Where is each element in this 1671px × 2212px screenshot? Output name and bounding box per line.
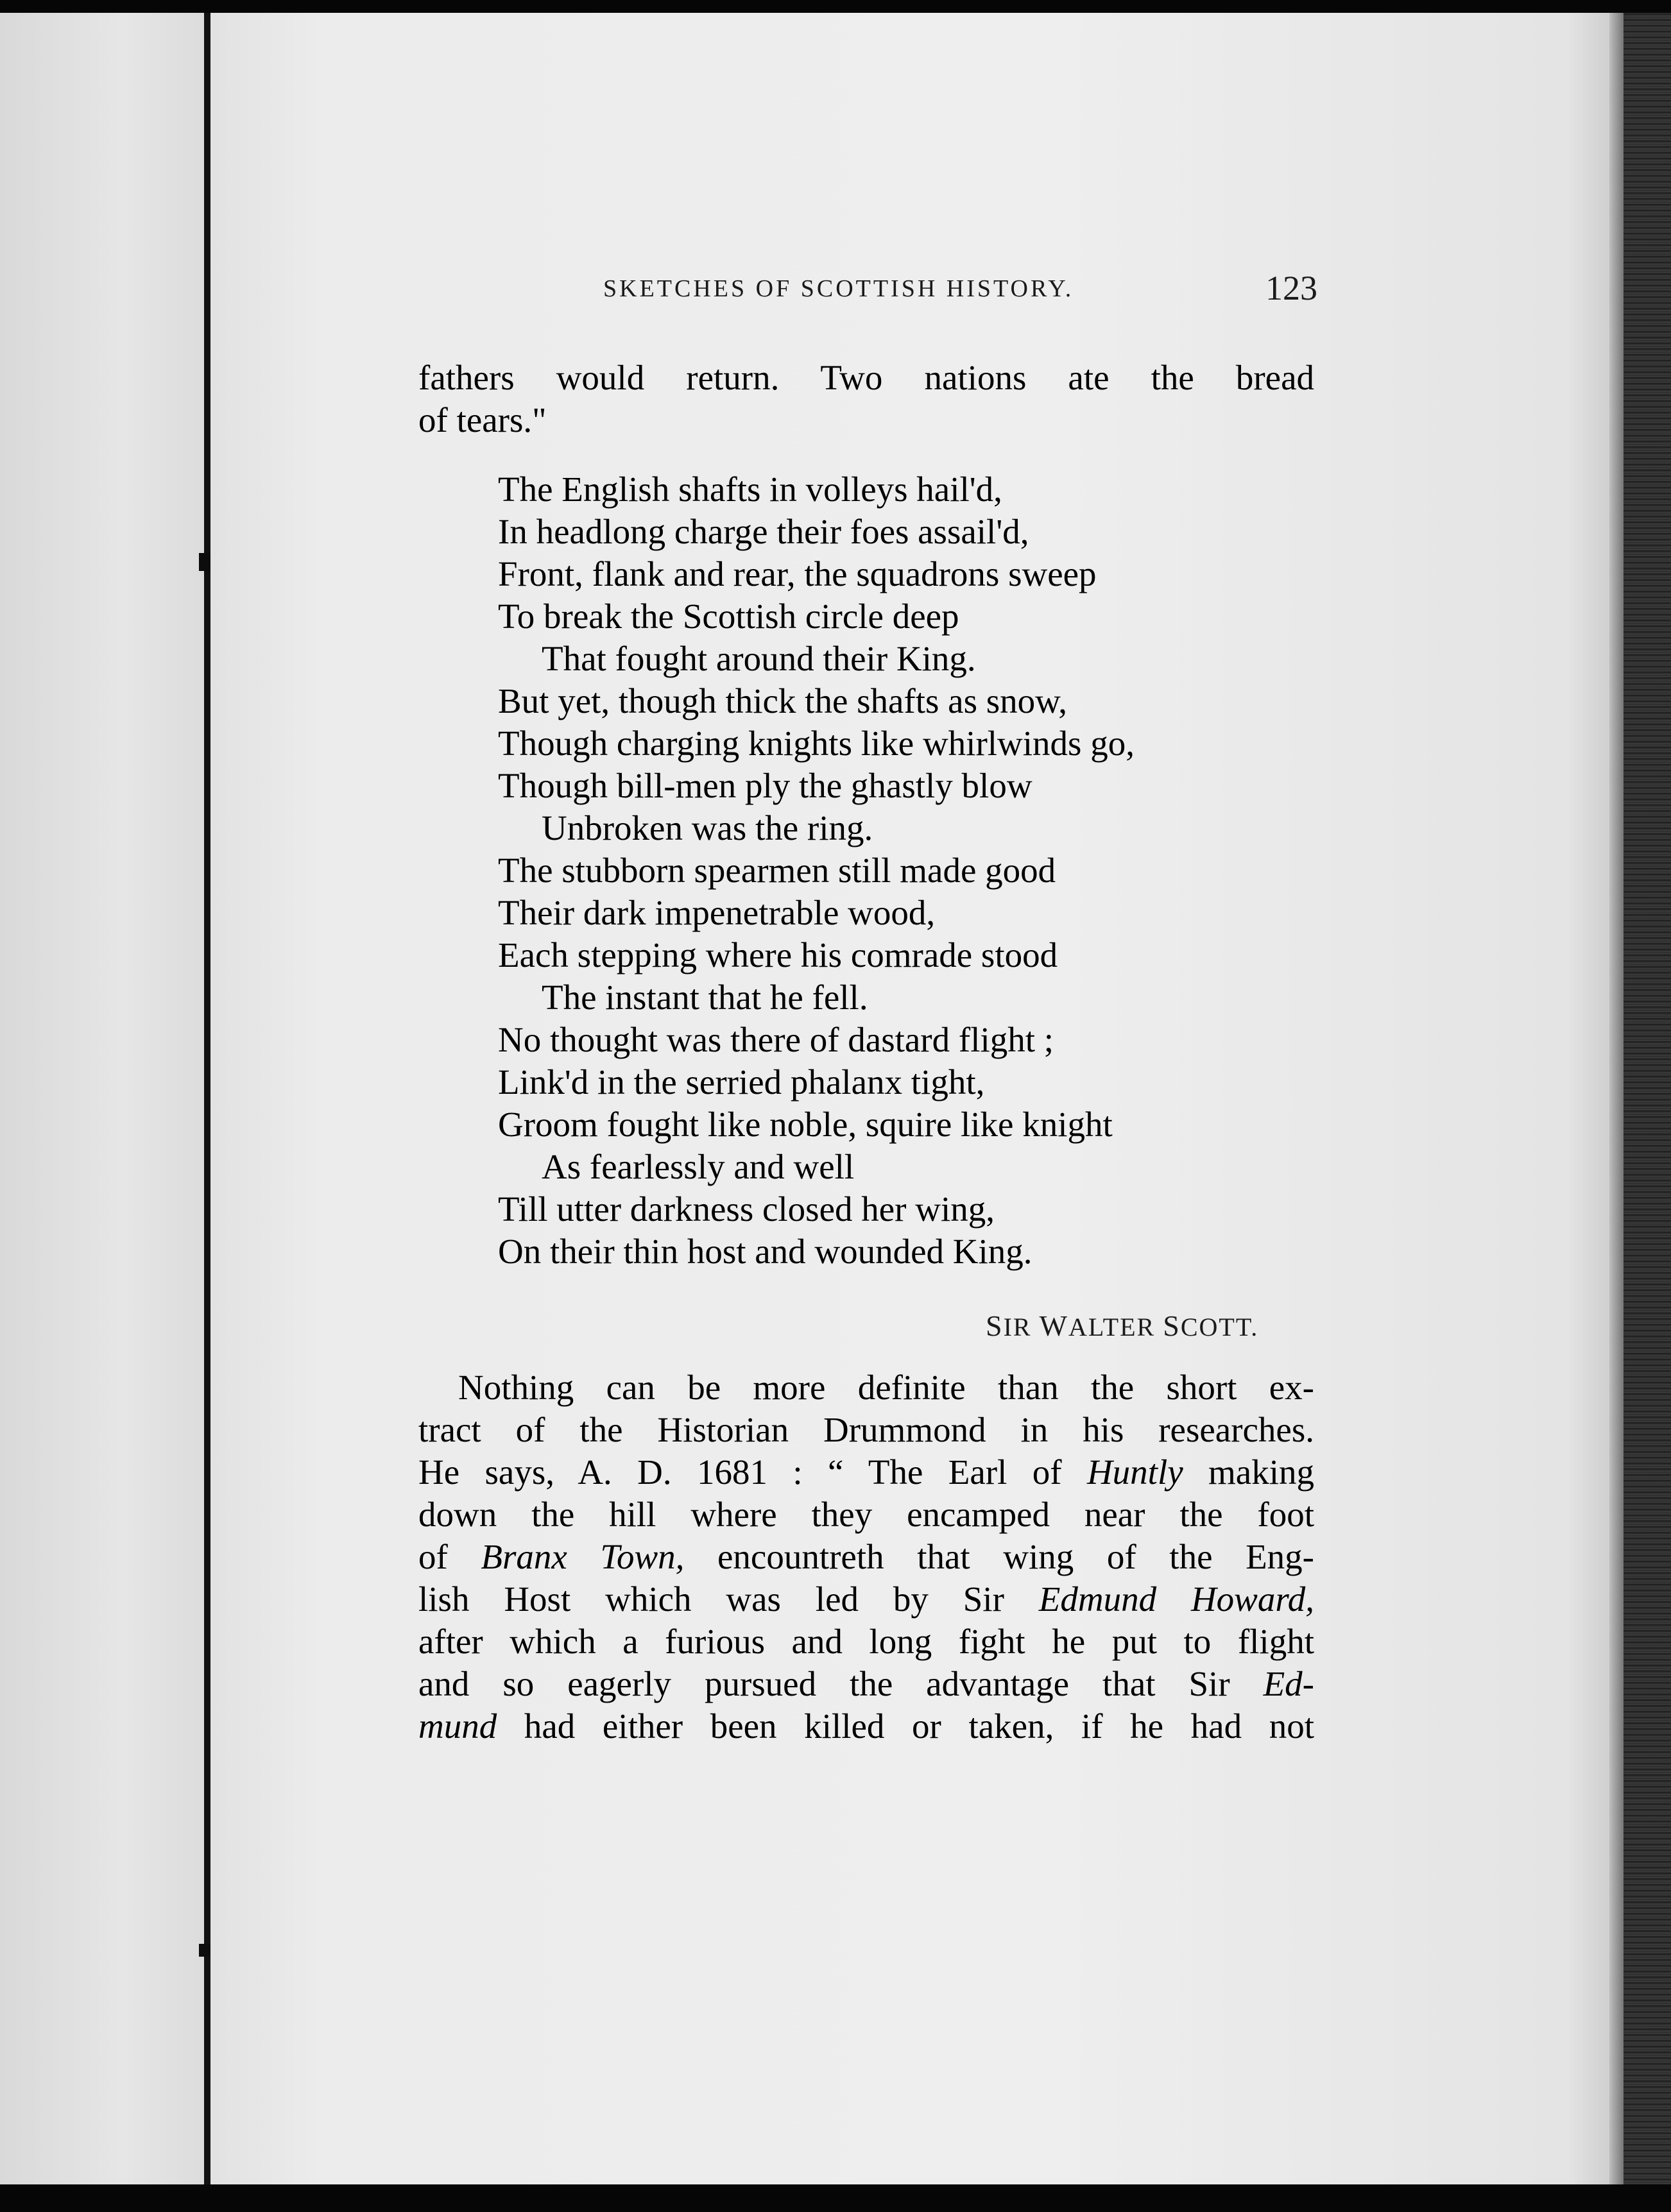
text-line: lish Host which was led by Sir Edmund Howard, xyxy=(418,1579,1314,1619)
text-line: Nothing can be more definite than the short ex- xyxy=(458,1368,1314,1407)
poem-line: The instant that he fell. xyxy=(542,978,868,1017)
paragraph-1 xyxy=(418,357,1314,441)
poem-line: As fearlessly and well xyxy=(542,1147,855,1186)
poem-line: In headlong charge their foes assail'd, xyxy=(498,512,1029,551)
poem-line: The English shafts in volleys hail'd, xyxy=(498,470,1002,509)
poem-line: No thought was there of dastard flight ; xyxy=(498,1020,1054,1059)
text-line: after which a furious and long fight he put to flight xyxy=(418,1622,1314,1661)
text-line: down the hill where they encamped near the foot xyxy=(418,1495,1314,1534)
poem-line: To break the Scottish circle deep xyxy=(498,597,959,636)
text-line: He says, A. D. 1681 : “ The Earl of Huntly making xyxy=(418,1452,1314,1492)
text-line: of tears." xyxy=(418,400,547,439)
scan-top-border xyxy=(0,0,1671,13)
poem-line: Front, flank and rear, the squadrons sweep xyxy=(498,554,1097,593)
page-number: 123 xyxy=(1265,269,1317,307)
text-line: fathers would return. Two nations ate the bread xyxy=(418,358,1314,397)
poem-line: That fought around their King. xyxy=(542,639,976,678)
italic-place: Branx Town, xyxy=(481,1537,685,1576)
poem-line: Though charging knights like whirlwinds go, xyxy=(498,724,1135,763)
italic-name: Edmund Howard, xyxy=(1038,1579,1314,1619)
italic-name: mund xyxy=(418,1706,497,1746)
poem-line: Till utter darkness closed her wing, xyxy=(498,1189,995,1229)
poem-line: The stubborn spearmen still made good xyxy=(498,851,1056,890)
poem-line: But yet, though thick the shafts as snow, xyxy=(498,681,1068,720)
page-right-edge xyxy=(1609,13,1624,2212)
poem-line: Unbroken was the ring. xyxy=(542,808,873,847)
book-gutter xyxy=(204,13,210,2212)
italic-name: Huntly xyxy=(1086,1452,1183,1492)
italic-name: Ed- xyxy=(1263,1664,1314,1703)
previous-page-edge xyxy=(0,13,204,2212)
poem-line: Link'd in the serried phalanx tight, xyxy=(498,1062,985,1102)
running-head: SKETCHES OF SCOTTISH HISTORY. xyxy=(603,275,1074,302)
scan-bottom-border xyxy=(0,2184,1671,2212)
text-line: mund had either been killed or taken, if he had not xyxy=(418,1706,1314,1746)
poem-excerpt xyxy=(498,468,1135,1273)
poem-line: Though bill-men ply the ghastly blow xyxy=(498,766,1033,805)
poem-line: Each stepping where his comrade stood xyxy=(498,935,1058,974)
poem-attribution: SIR WALTER SCOTT. xyxy=(986,1309,1259,1342)
paragraph-2 xyxy=(418,1366,1314,1748)
poem-line: On their thin host and wounded King. xyxy=(498,1232,1033,1271)
text-line: of Branx Town, encountreth that wing of the Eng- xyxy=(418,1537,1314,1576)
poem-line: Groom fought like noble, squire like knight xyxy=(498,1105,1113,1144)
text-line: and so eagerly pursued the advantage that Sir Ed- xyxy=(418,1664,1314,1703)
text-line: tract of the Historian Drummond in his researches. xyxy=(418,1410,1314,1449)
poem-line: Their dark impenetrable wood, xyxy=(498,893,936,932)
book-fore-edge xyxy=(1624,13,1671,2212)
